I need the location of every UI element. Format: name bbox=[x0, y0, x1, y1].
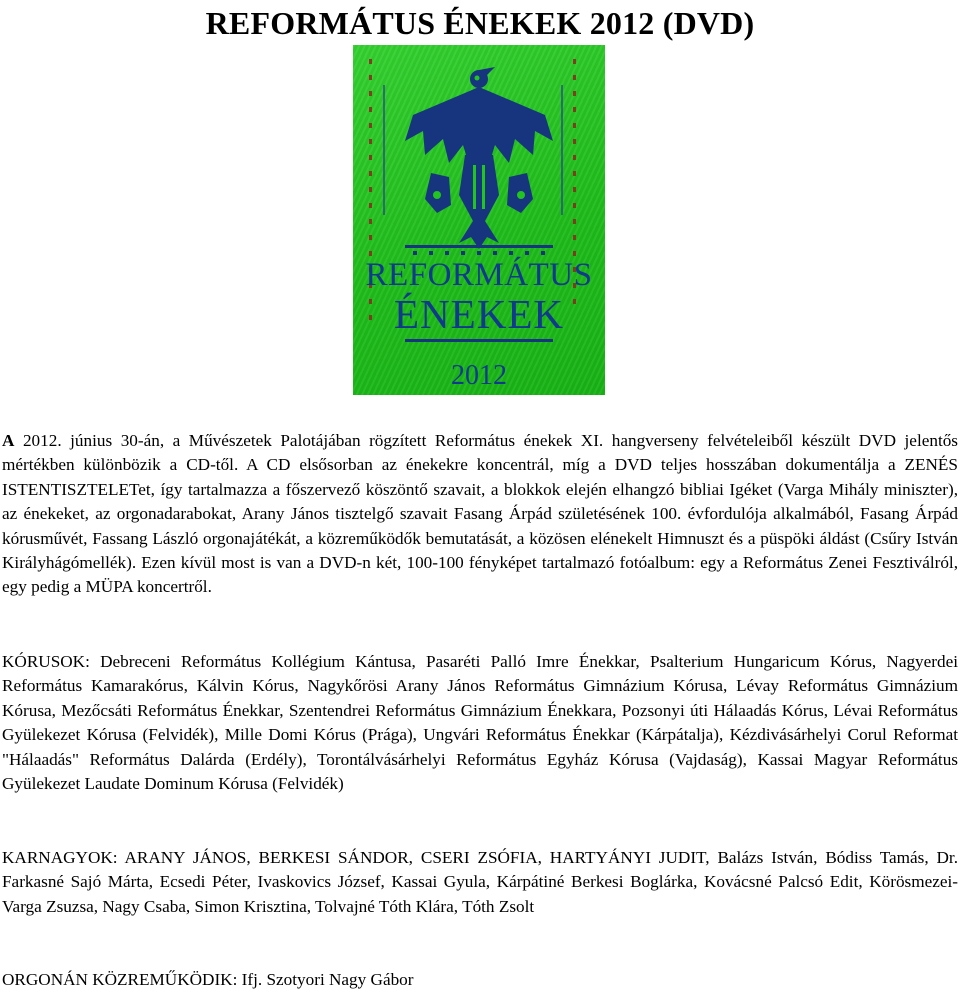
dvd-cover-image bbox=[353, 45, 605, 431]
conductors-paragraph: KARNAGYOK: ARANY JÁNOS, BERKESI SÁNDOR, CSERI ZSÓFIA, HARTYÁNYI JUDIT, Balázs István, Bódiss Tamás, Dr. Farkasné Sajó Márta, Ecsedi Péter, Ivaskovics József, Kassai Gyula, Kárpátiné Berkesi Boglárka, Kovácsné Palcsó Edit, Körösmezei-Varga Zsuzsa, Nagy Csaba, Simon Krisztina, Tolvajné Tóth Klára, Tóth Zsolt bbox=[2, 848, 958, 916]
page-title: REFORMÁTUS ÉNEKEK 2012 (DVD) bbox=[205, 5, 755, 41]
ornament-band-lower bbox=[405, 339, 553, 342]
organ-paragraph: ORGONÁN KÖZREMŰKÖDIK: Ifj. Szotyori Nagy Gábor bbox=[2, 970, 414, 989]
intro-lead: A bbox=[2, 431, 15, 450]
cover-artwork bbox=[353, 45, 605, 395]
intro-paragraph bbox=[2, 429, 958, 600]
dvd-logo-badge: DVD bbox=[574, 419, 596, 431]
cover-year: 2012 bbox=[451, 360, 507, 391]
cover-title-line1: REFORMÁTUS bbox=[365, 257, 593, 293]
cover-title-line2: ÉNEKEK bbox=[394, 291, 564, 337]
intro-text: 2012. június 30-án, a Művészetek Palotájában rögzített Református énekek XI. hangverseny felvételeiből készült DVD jelentős mértékben különbözik a CD-től. A CD elsősorban az énekekre koncentrál, míg a DVD teljes hosszában dokumentálja a ZENÉS ISTENTISZTELETet, így tartalmazza a főszervező köszöntő szavait, a blokkok elején elhangzó bibliai Igéket (Varga Mihály miniszter), az énekeket, az orgonadarabokat, Arany János tisztelgő szavait Fasang Árpád születésének 100. évfordulója alkalmából, Fasang Árpád kórusművét, Fassang László orgonajátékát, a közreműködők bemutatását, a közösen elénekelt Himnuszt és a püspöki áldást (Csűry István Királyhágómellék). Ezen kívül most is van a DVD-n két, 100-100 fényképet tartalmazó fotóalbum: egy a Református Zenei Fesztiválról, egy pedig a MÜPA koncertről. bbox=[2, 431, 958, 597]
choirs-paragraph: KÓRUSOK: Debreceni Református Kollégium Kántusa, Pasaréti Palló Imre Énekkar, Psalterium Hungaricum Kórus, Nagyerdei Református Kamarakórus, Kálvin Kórus, Nagykőrösi Arany János Református Gimnázium Kórusa, Lévay Református Gimnázium Kórusa, Mezőcsáti Református Énekkar, Szentendrei Református Gimnázium Énekkara, Pozsonyi úti Hálaadás Kórus, Lévai Református Gyülekezet Kórusa (Felvidék), Mille Domi Kórus (Prága), Ungvári Református Énekkar (Kárpátalja), Kézdivásárhelyi Corul Reformat "Hálaadás" Református Dalárda (Erdély), Torontálvásárhelyi Református Egyház Kórusa (Vajdaság), Kassai Magyar Református Gyülekezet Laudate Dominum Kórusa (Felvidék) bbox=[2, 652, 958, 794]
ornament-band bbox=[405, 245, 553, 255]
bird-emblem-icon bbox=[405, 67, 553, 249]
